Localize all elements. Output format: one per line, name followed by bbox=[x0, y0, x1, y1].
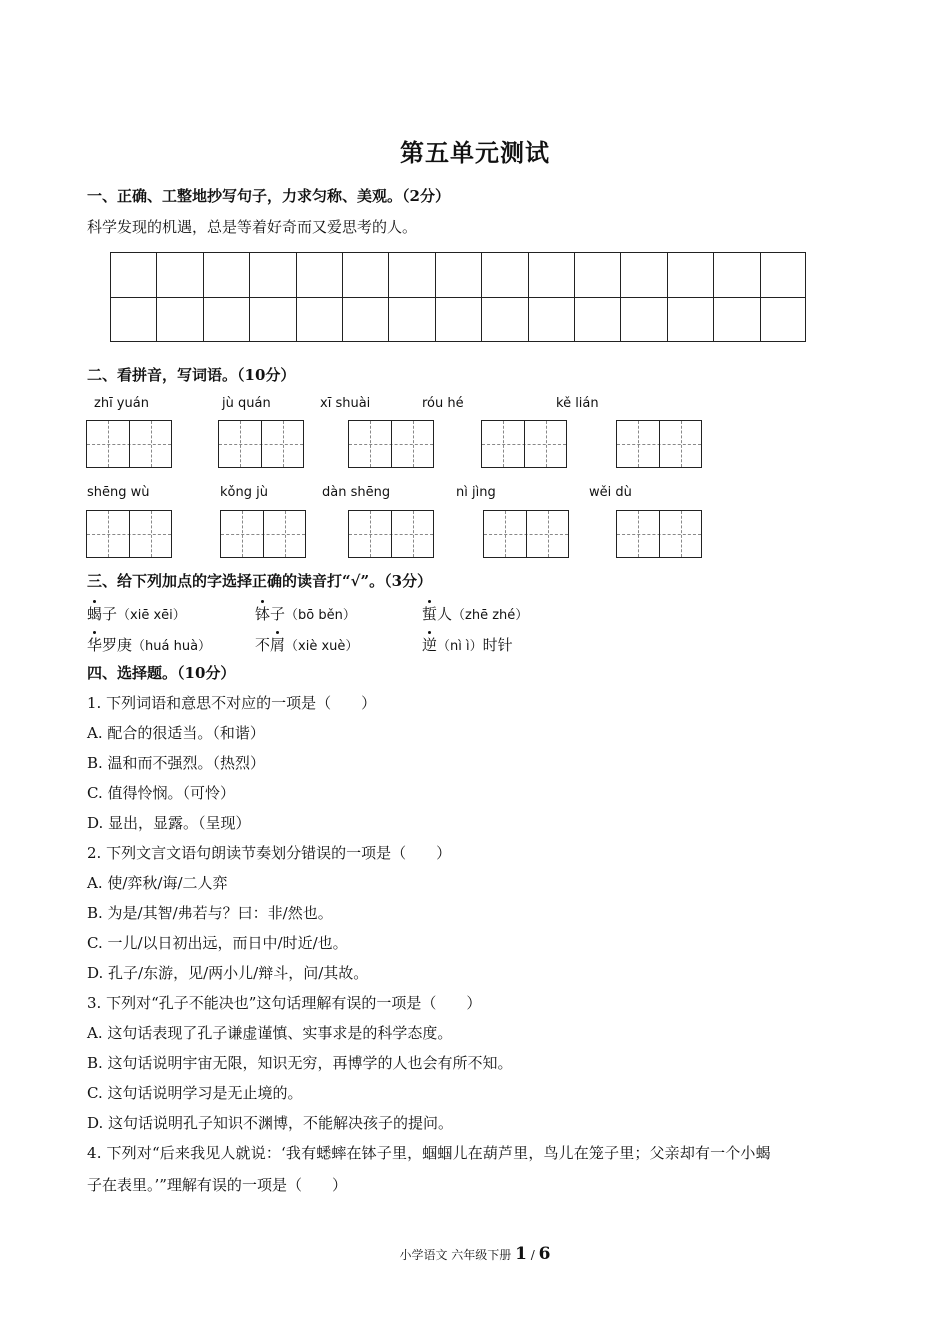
grid-column-line bbox=[342, 253, 343, 341]
reading-item: 逆（nì ì）时针 bbox=[422, 636, 513, 654]
reading-item: 不屑（xiè xuè） bbox=[255, 636, 359, 654]
pinyin-label: jù quán bbox=[222, 396, 271, 411]
footer-text: 小学语文 六年级下册 bbox=[399, 1248, 512, 1262]
pinyin-label: kǒng jù bbox=[220, 485, 268, 500]
reading-item: 蜇人（zhē zhé） bbox=[422, 605, 529, 623]
question-4-stem-cont: 子在表里。’”理解有误的一项是（ ） bbox=[87, 1176, 347, 1194]
page-footer bbox=[0, 1244, 950, 1264]
word-writing-box[interactable] bbox=[218, 420, 304, 468]
copy-writing-grid[interactable] bbox=[110, 252, 806, 342]
grid-column-line bbox=[528, 253, 529, 341]
pinyin-label: wěi dù bbox=[589, 485, 632, 500]
reading-options[interactable]: （bō běn） bbox=[285, 608, 356, 623]
reading-options[interactable]: （zhē zhé） bbox=[452, 608, 529, 623]
reading-options[interactable]: （huá huà） bbox=[132, 639, 212, 654]
word-writing-box[interactable] bbox=[348, 420, 434, 468]
page-number: 1 bbox=[515, 1244, 527, 1264]
q2-option-a[interactable]: A. 使/弈秋/诲/二人弈 bbox=[87, 874, 228, 892]
reading-item: 钵子（bō běn） bbox=[255, 605, 356, 623]
grid-column-line bbox=[713, 253, 714, 341]
reading-options[interactable]: （xiè xuè） bbox=[285, 639, 359, 654]
word-writing-box[interactable] bbox=[616, 420, 702, 468]
grid-column-line bbox=[249, 253, 250, 341]
section-2-heading: 二、看拼音，写词语。（10分） bbox=[87, 366, 296, 384]
q1-option-c[interactable]: C. 值得怜悯。（可怜） bbox=[87, 784, 235, 802]
grid-column-line bbox=[296, 253, 297, 341]
question-2-stem: 2. 下列文言文语句朗读节奏划分错误的一项是（ ） bbox=[87, 844, 452, 862]
word-writing-box[interactable] bbox=[86, 510, 172, 558]
grid-column-line bbox=[388, 253, 389, 341]
q1-option-b[interactable]: B. 温和而不强烈。（热烈） bbox=[87, 754, 266, 772]
pinyin-label: zhī yuán bbox=[94, 396, 149, 411]
grid-column-line bbox=[760, 253, 761, 341]
reading-options[interactable]: （nì ì） bbox=[437, 639, 483, 654]
word-writing-box[interactable] bbox=[220, 510, 306, 558]
reading-item: 华罗庚（huá huà） bbox=[87, 636, 212, 654]
question-1-stem: 1. 下列词语和意思不对应的一项是（ ） bbox=[87, 694, 377, 712]
grid-column-line bbox=[156, 253, 157, 341]
pinyin-label: xī shuài bbox=[320, 396, 371, 411]
q3-option-a[interactable]: A. 这句话表现了孔子谦虚谨慎、实事求是的科学态度。 bbox=[87, 1024, 453, 1042]
grid-column-line bbox=[435, 253, 436, 341]
question-4-stem: 4. 下列对“后来我见人就说：‘我有蟋蟀在钵子里，蝈蝈儿在葫芦里，鸟儿在笼子里；父亲却有一个小蝎 bbox=[87, 1144, 771, 1162]
word-writing-box[interactable] bbox=[481, 420, 567, 468]
grid-column-line bbox=[203, 253, 204, 341]
pinyin-label: róu hé bbox=[422, 396, 464, 411]
q1-option-a[interactable]: A. 配合的很适当。（和谐） bbox=[87, 724, 265, 742]
grid-column-line bbox=[481, 253, 482, 341]
q3-option-b[interactable]: B. 这句话说明宇宙无限，知识无穷，再博学的人也会有所不知。 bbox=[87, 1054, 513, 1072]
reading-item: 蝎子（xiē xēi） bbox=[87, 605, 186, 623]
reading-options[interactable]: （xiē xēi） bbox=[117, 608, 186, 623]
copy-sentence: 科学发现的机遇，总是等着好奇而又爱思考的人。 bbox=[87, 218, 418, 236]
word-writing-box[interactable] bbox=[616, 510, 702, 558]
word-writing-box[interactable] bbox=[348, 510, 434, 558]
q3-option-d[interactable]: D. 这句话说明孔子知识不渊博，不能解决孩子的提问。 bbox=[87, 1114, 454, 1132]
grid-column-line bbox=[667, 253, 668, 341]
q2-option-c[interactable]: C. 一儿/以日初出远，而日中/时近/也。 bbox=[87, 934, 348, 952]
pinyin-label: dàn shēng bbox=[322, 485, 391, 500]
grid-column-line bbox=[574, 253, 575, 341]
pinyin-label: nì jìng bbox=[456, 485, 496, 500]
question-3-stem: 3. 下列对“孔子不能决也”这句话理解有误的一项是（ ） bbox=[87, 994, 482, 1012]
q2-option-b[interactable]: B. 为是/其智/弗若与？曰：非/然也。 bbox=[87, 904, 333, 922]
pinyin-label: kě lián bbox=[556, 396, 599, 411]
section-3-heading: 三、给下列加点的字选择正确的读音打“√”。（3分） bbox=[87, 572, 433, 590]
word-writing-box[interactable] bbox=[483, 510, 569, 558]
q3-option-c[interactable]: C. 这句话说明学习是无止境的。 bbox=[87, 1084, 303, 1102]
section-4-heading: 四、选择题。（10分） bbox=[87, 664, 236, 682]
page-separator: / bbox=[526, 1248, 539, 1262]
q1-option-d[interactable]: D. 显出，显露。（呈现） bbox=[87, 814, 251, 832]
page-title: 第五单元测试 bbox=[400, 138, 550, 167]
word-writing-box[interactable] bbox=[86, 420, 172, 468]
q2-option-d[interactable]: D. 孔子/东游，见/两小儿/辩斗，问/其故。 bbox=[87, 964, 369, 982]
grid-column-line bbox=[620, 253, 621, 341]
section-1-heading: 一、正确、工整地抄写句子，力求匀称、美观。（2分） bbox=[87, 187, 450, 205]
pinyin-label: shēng wù bbox=[87, 485, 150, 500]
page-total: 6 bbox=[538, 1244, 551, 1264]
